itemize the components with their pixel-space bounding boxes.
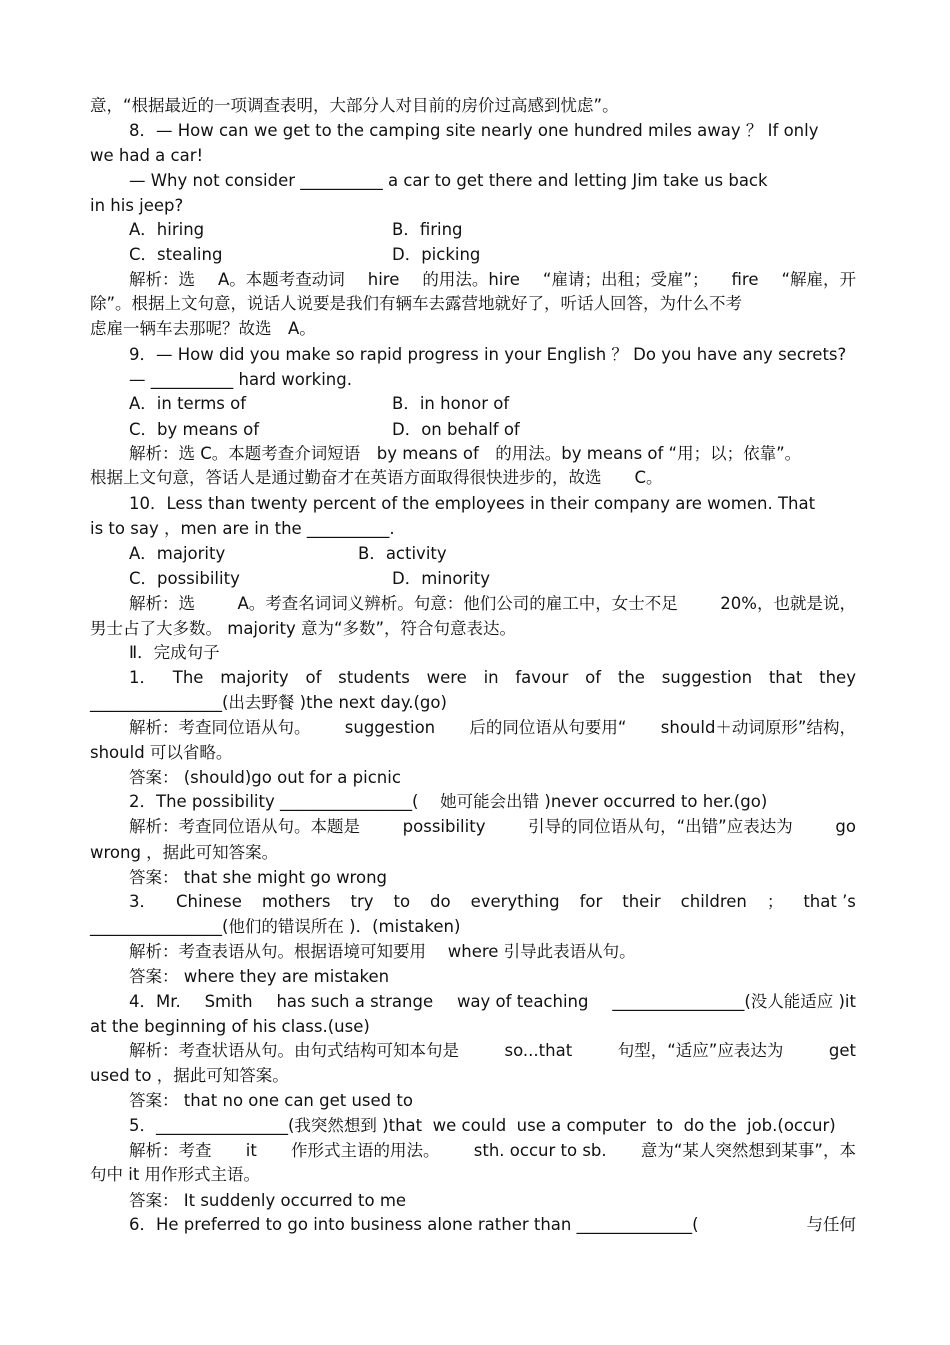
text-line-l20b: D．minority: [392, 569, 491, 588]
text-segment: “雇请；出租；受雇”；: [542, 270, 709, 289]
text-line-l23: Ⅱ．完成句子: [129, 643, 220, 662]
text-segment: the: [617, 668, 645, 687]
text-line-l31: wrong ，据此可知答案。: [90, 843, 279, 862]
text-segment: 解析：选: [129, 594, 195, 613]
text-segment: that ’s: [803, 892, 856, 911]
text-line-l04: — Why not consider __________ a car to get there and letting Jim take us back: [129, 171, 768, 190]
text-segment: for: [579, 892, 603, 911]
text-segment: 20%，也就是说，: [720, 594, 856, 613]
text-line-l24: [129, 668, 856, 688]
text-segment: go: [835, 817, 856, 836]
text-segment: students: [338, 668, 410, 687]
text-segment: 4．Mr.: [129, 992, 181, 1011]
text-segment: 6．He preferred to go into business alone rather than ______________(: [129, 1215, 699, 1234]
text-line-l05: in his jeep?: [90, 196, 184, 215]
text-line-l32: 答案： that she might go wrong: [129, 868, 388, 887]
text-segment: 3．: [129, 892, 156, 911]
text-segment: A。本题考查动词: [217, 270, 345, 289]
text-line-l15: 解析：选 C。本题考查介词短语 by means of 的用法。by means of “用；以；依靠”。: [129, 444, 802, 463]
text-segment: A。考查名词词义辨析。句意：他们公司的雇工中，女士不足: [237, 594, 678, 613]
text-line-l07b: D．picking: [392, 245, 481, 264]
text-line-l06a: A．hiring: [129, 220, 205, 239]
text-line-l17: 10．Less than twenty percent of the employees in their company are women. That: [129, 494, 816, 513]
text-line-l16: 根据上文句意，答话人是通过勤奋才在英语方面取得很快进步的，故选 C。: [90, 468, 663, 487]
text-line-l43: [129, 1141, 856, 1161]
text-line-l37: [129, 992, 856, 1012]
text-segment: 解析：选: [129, 270, 195, 289]
text-line-l39: [129, 1041, 856, 1061]
text-line-l14b: D．on behalf of: [392, 420, 520, 439]
text-segment: it: [245, 1141, 257, 1160]
text-segment: possibility: [402, 817, 486, 836]
text-line-l29: 2．The possibility ________________( 她可能会出错 )never occurred to her.(go): [129, 792, 768, 811]
text-segment: majority: [220, 668, 289, 687]
text-line-l08: [129, 270, 856, 290]
text-segment: suggestion: [661, 668, 753, 687]
text-segment: 解析：考查同位语从句。本题是: [129, 817, 360, 836]
text-segment: 作形式主语的用法。: [291, 1141, 440, 1160]
text-line-l13a: A．in terms of: [129, 394, 247, 413]
text-segment: try: [350, 892, 374, 911]
text-segment: so...that: [504, 1041, 573, 1060]
text-segment: hire: [367, 270, 400, 289]
text-segment: their: [622, 892, 661, 911]
text-segment: mothers: [261, 892, 331, 911]
text-segment: sth. occur to sb.: [473, 1141, 607, 1160]
text-segment: favour: [515, 668, 569, 687]
text-segment: 意为“某人突然想到某事”，本: [640, 1141, 856, 1160]
text-segment: 1．: [129, 668, 156, 687]
text-line-l45: 答案： It suddenly occurred to me: [129, 1191, 407, 1210]
text-segment: were: [426, 668, 467, 687]
text-line-l06b: B．firing: [392, 220, 463, 239]
text-segment: 解析：考查状语从句。由句式结构可知本句是: [129, 1041, 459, 1060]
text-segment: ________________(没人能适应 )it: [612, 992, 856, 1011]
text-segment: fire: [731, 270, 759, 289]
text-segment: they: [819, 668, 856, 687]
text-segment: ；: [766, 892, 784, 911]
text-line-l36: 答案： where they are mistaken: [129, 967, 390, 986]
text-line-l01: 意，“根据最近的一项调查表明，大部分人对目前的房价过高感到忧虑”。: [90, 96, 619, 115]
text-segment: 的用法。hire: [422, 270, 520, 289]
text-segment: “解雇，开: [781, 270, 856, 289]
text-segment: 解析：考查同位语从句。: [129, 718, 311, 737]
text-segment: children: [680, 892, 747, 911]
text-line-l38: at the beginning of his class.(use): [90, 1017, 370, 1036]
text-line-l03: we had a car!: [90, 146, 204, 165]
text-segment: that: [768, 668, 803, 687]
text-line-l19a: A．majority: [129, 544, 226, 563]
text-segment: 解析：考查: [129, 1141, 212, 1160]
text-segment: Smith: [204, 992, 253, 1011]
text-segment: 引导的同位语从句，“出错”应表达为: [528, 817, 793, 836]
text-segment: to: [393, 892, 411, 911]
text-segment: get: [828, 1041, 856, 1060]
text-line-l07a: C．stealing: [129, 245, 223, 264]
text-segment: 与任何: [806, 1215, 856, 1234]
text-line-l19b: B．activity: [358, 544, 447, 563]
text-line-l44: 句中 it 用作形式主语。: [90, 1165, 261, 1184]
text-line-l09: 除”。根据上文句意，说话人说要是我们有辆车去露营地就好了，听话人回答，为什么不考: [90, 294, 743, 313]
text-line-l27: should 可以省略。: [90, 743, 233, 762]
text-line-l20a: C．possibility: [129, 569, 240, 588]
text-segment: should＋动词原形”结构，: [660, 718, 856, 737]
text-segment: of: [585, 668, 602, 687]
text-line-l28: 答案： (should)go out for a picnic: [129, 768, 401, 787]
text-line-l22: 男士占了大多数。 majority 意为“多数”，符合句意表达。: [90, 619, 517, 638]
text-line-l33: [129, 892, 856, 912]
text-line-l02: 8．— How can we get to the camping site nearly one hundred miles away ？ If only: [129, 121, 819, 140]
text-line-l42: 5．________________(我突然想到 )that we could use a computer to do the job.(occur): [129, 1116, 836, 1135]
text-line-l46: [129, 1215, 856, 1235]
text-segment: way of teaching: [456, 992, 589, 1011]
text-line-l10: 虑雇一辆车去那呢？故选 A。: [90, 319, 316, 338]
text-segment: 后的同位语从句要用“: [469, 718, 627, 737]
text-line-l21: [129, 594, 856, 614]
text-line-l18: is to say ，men are in the __________.: [90, 519, 395, 538]
text-segment: of: [305, 668, 322, 687]
text-segment: do: [430, 892, 451, 911]
text-segment: Chinese: [175, 892, 242, 911]
text-line-l12: — __________ hard working.: [129, 370, 352, 389]
text-segment: 句型，“适应”应表达为: [617, 1041, 784, 1060]
text-segment: in: [483, 668, 499, 687]
text-line-l11: 9．— How did you make so rapid progress in your English ？ Do you have any secrets?: [129, 345, 847, 364]
text-line-l30: [129, 817, 856, 837]
text-line-l14a: C．by means of: [129, 420, 260, 439]
text-segment: has such a strange: [276, 992, 434, 1011]
text-line-l13b: B．in honor of: [392, 394, 510, 413]
text-line-l40: used to ，据此可知答案。: [90, 1066, 289, 1085]
text-segment: suggestion: [344, 718, 436, 737]
text-line-l41: 答案： that no one can get used to: [129, 1091, 413, 1110]
text-line-l35: 解析：考查表语从句。根据语境可知要用 where 引导此表语从句。: [129, 942, 636, 961]
text-line-l34: ________________(他们的错误所在 )．(mistaken): [90, 917, 461, 936]
text-line-l26: [129, 718, 856, 738]
text-line-l25: ________________(出去野餐 )the next day.(go): [90, 693, 447, 712]
text-segment: The: [172, 668, 204, 687]
text-segment: everything: [470, 892, 560, 911]
